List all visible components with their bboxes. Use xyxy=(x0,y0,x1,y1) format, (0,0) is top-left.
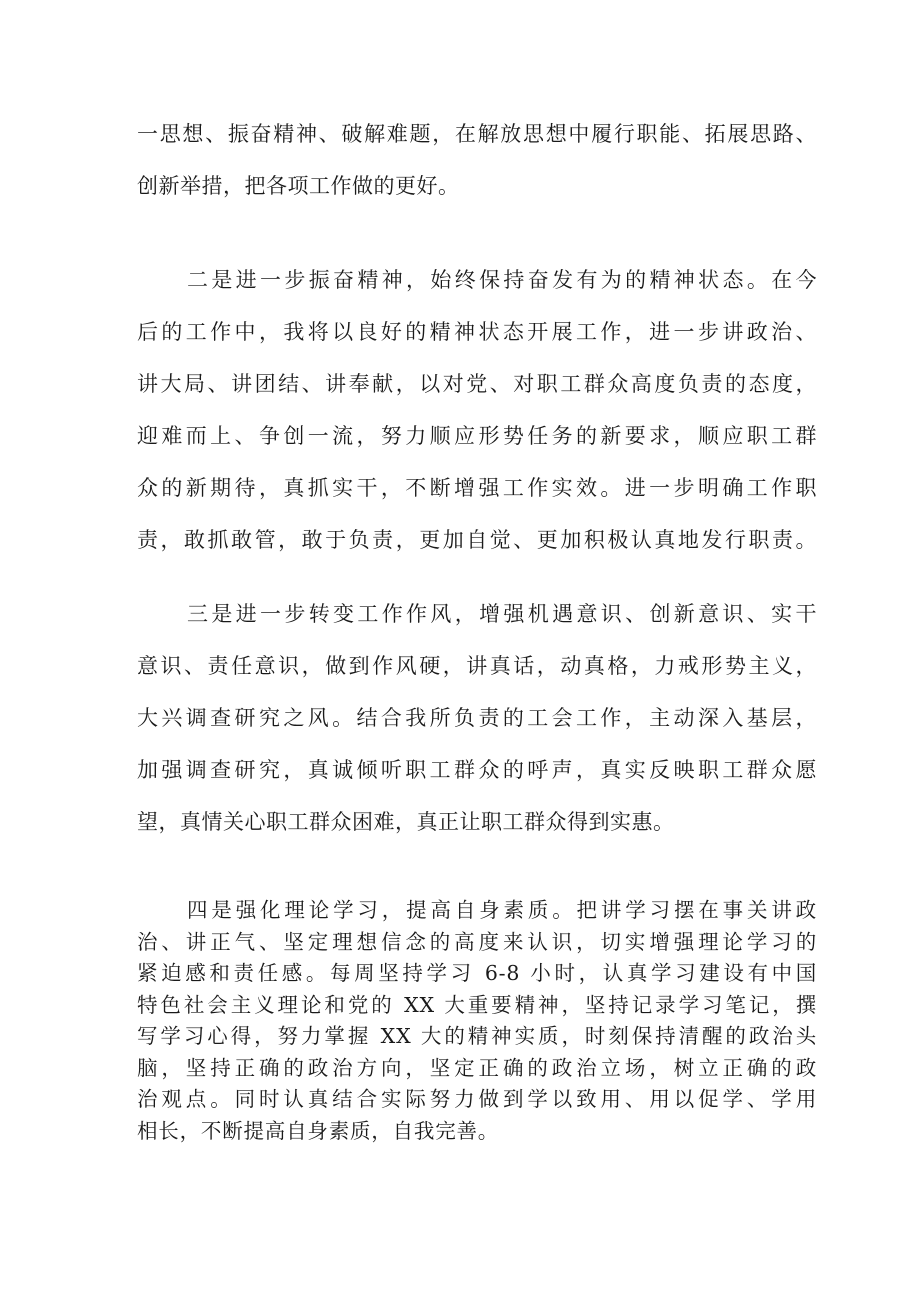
text-line: 加强调查研究，真诚倾听职工群众的呼声，真实反映职工群众愿 xyxy=(137,758,817,782)
text-line: 紧迫感和责任感。每周坚持学习 6-8 小时，认真学习建设有中国 xyxy=(137,961,817,985)
paragraph-theory-study xyxy=(137,895,817,1147)
text-line: 望，真情关心职工群众困难，真正让职工群众得到实惠。 xyxy=(137,810,675,834)
text-line: 写学习心得，努力掌握 XX 大的精神实质，时刻保持清醒的政治头 xyxy=(137,1024,817,1048)
text-line: 大兴调查研究之风。结合我所负责的工会工作，主动深入基层， xyxy=(137,706,817,730)
text-line: 三是进一步转变工作作风，增强机遇意识、创新意识、实干 xyxy=(187,602,817,626)
paragraph-spirit xyxy=(137,262,817,574)
text-line: 治、讲正气、坚定理想信念的高度来认识，切实增强理论学习的 xyxy=(137,929,817,954)
text-line: 四是强化理论学习，提高自身素质。把讲学习摆在事关讲政 xyxy=(187,898,817,922)
text-line: 一思想、振奋精神、破解难题，在解放思想中履行职能、拓展思路、 xyxy=(137,122,817,146)
text-line: 讲大局、讲团结、讲奉献，以对党、对职工群众高度负责的态度， xyxy=(137,372,817,396)
text-line: 创新举措，把各项工作做的更好。 xyxy=(137,174,460,198)
text-line: 迎难而上、争创一流，努力顺应形势任务的新要求，顺应职工群 xyxy=(137,424,817,448)
text-line: 众的新期待，真抓实干，不断增强工作实效。进一步明确工作职 xyxy=(137,476,817,500)
text-line: 责，敢抓敢管，敢于负责，更加自觉、更加积极认真地发行职责。 xyxy=(137,528,817,552)
text-line: 二是进一步振奋精神，始终保持奋发有为的精神状态。在今 xyxy=(187,268,817,292)
text-line: 后的工作中，我将以良好的精神状态开展工作，进一步讲政治、 xyxy=(137,320,817,344)
paragraph-work-style xyxy=(137,596,817,856)
text-line: 特色社会主义理论和党的 XX 大重要精神，坚持记录学习笔记，撰 xyxy=(137,992,817,1017)
text-line: 治观点。同时认真结合实际努力做到学以致用、用以促学、学用 xyxy=(137,1087,817,1111)
text-line: 意识、责任意识，做到作风硬，讲真话，动真格，力戒形势主义， xyxy=(137,654,817,678)
text-line: 脑，坚持正确的政治方向，坚定正确的政治立场，树立正确的政 xyxy=(137,1055,817,1080)
paragraph-continuation xyxy=(137,116,817,220)
text-line: 相长，不断提高自身素质，自我完善。 xyxy=(137,1118,500,1143)
